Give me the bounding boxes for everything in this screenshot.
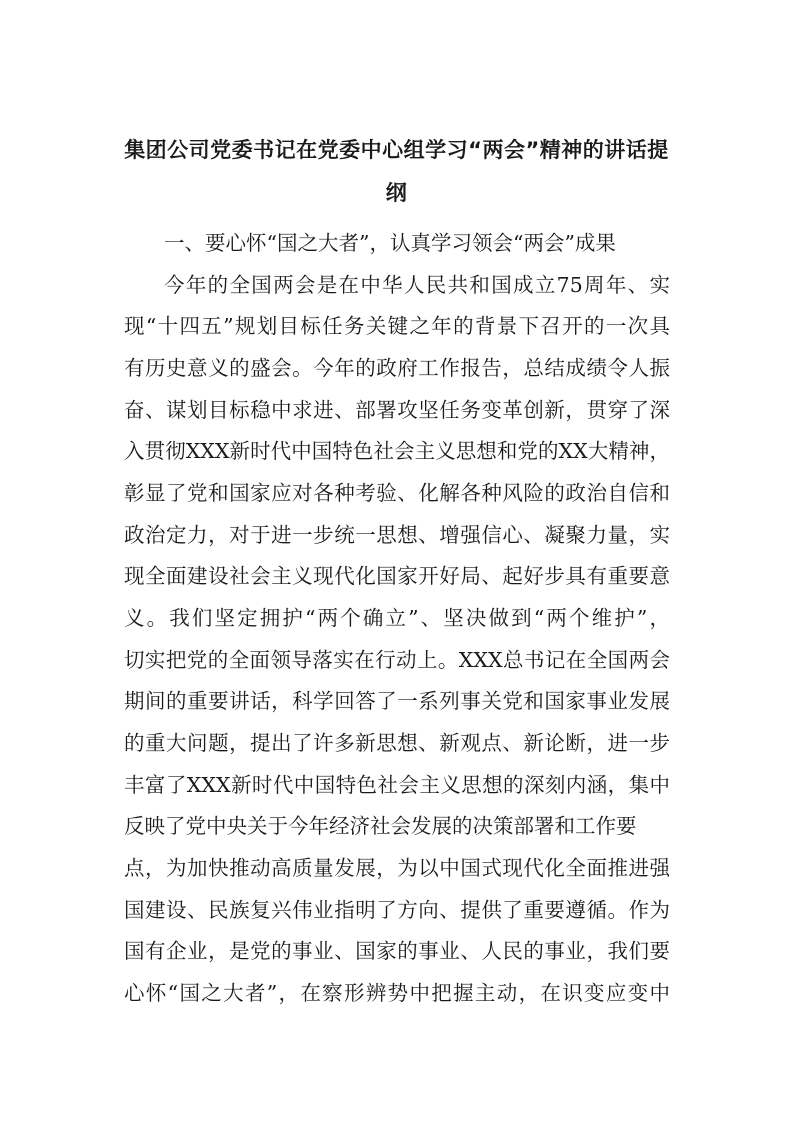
body-line-1: 今年的全国两会是在中华人民共和国成立75周年、实 <box>164 273 670 297</box>
body-line-5: 入贯彻XXX新时代中国特色社会主义思想和党的XX大精神， <box>124 439 670 463</box>
body-line-12: 的重大问题，提出了许多新思想、新观点、新论断，进一步 <box>124 731 670 755</box>
section-heading: 一、要心怀“国之大者”，认真学习领会“两会”成果 <box>164 231 616 255</box>
body-line-2: 现“十四五”规划目标任务关键之年的背景下召开的一次具 <box>124 314 670 338</box>
body-line-14: 反映了党中央关于今年经济社会发展的决策部署和工作要 <box>124 814 637 838</box>
body-line-3: 有历史意义的盛会。今年的政府工作报告，总结成绩令人振 <box>124 356 670 380</box>
document-title-line-1: 集团公司党委书记在党委中心组学习“两会”精神的讲话提 <box>124 138 669 162</box>
body-line-6: 彰显了党和国家应对各种考验、化解各种风险的政治自信和 <box>124 481 670 505</box>
body-line-10: 切实把党的全面领导落实在行动上。XXX总书记在全国两会 <box>124 648 670 672</box>
document-title-line-2: 纲 <box>385 181 408 205</box>
body-line-9: 义。我们坚定拥护“两个确立”、坚决做到“两个维护”， <box>124 606 670 630</box>
body-line-13: 丰富了XXX新时代中国特色社会主义思想的深刻内涵，集中 <box>124 773 670 797</box>
body-line-8: 现全面建设社会主义现代化国家开好局、起好步具有重要意 <box>124 564 670 588</box>
body-line-18: 心怀“国之大者”，在察形辨势中把握主动，在识变应变中 <box>124 981 670 1005</box>
body-line-16: 国建设、民族复兴伟业指明了方向、提供了重要遵循。作为 <box>124 898 670 922</box>
body-line-4: 奋、谋划目标稳中求进、部署攻坚任务变革创新，贯穿了深 <box>124 398 670 422</box>
body-line-15: 点，为加快推动高质量发展，为以中国式现代化全面推进强 <box>124 856 670 880</box>
body-line-17: 国有企业，是党的事业、国家的事业、人民的事业，我们要 <box>124 939 670 963</box>
body-line-7: 政治定力，对于进一步统一思想、增强信心、凝聚力量，实 <box>124 523 670 547</box>
body-line-11: 期间的重要讲话，科学回答了一系列事关党和国家事业发展 <box>124 689 670 713</box>
